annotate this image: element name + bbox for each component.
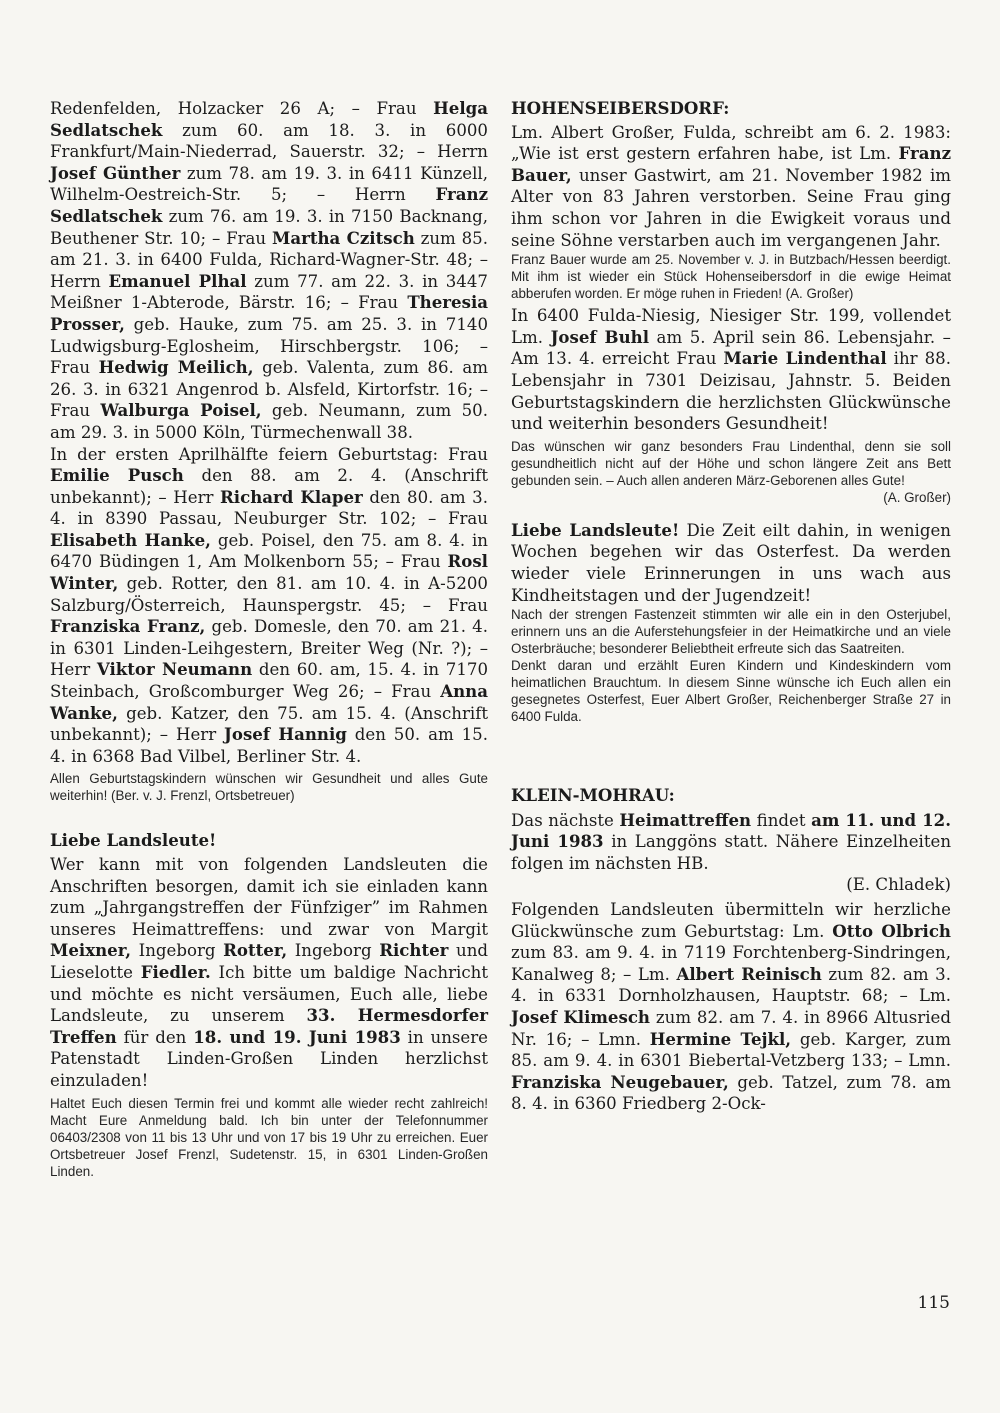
wishes-note: Das wünschen wir ganz besonders Frau Lindenthal, denn sie soll gesundheitlich nicht auf der Höhe und schon längere Zeit ans Bett gebunden sein. – Auch allen anderen März-Geborenen alles Gute! bbox=[511, 438, 951, 488]
easter-paragraph: Liebe Landsleute! Die Zeit eilt dahin, in wenigen Wochen begehen wir das Osterfest. Da werden wieder viele Erinnerungen in uns wach aus Kindheitstagen und der Jugendzeit! bbox=[511, 519, 951, 605]
right-column bbox=[511, 98, 951, 1115]
birthday-paragraph: In 6400 Fulda-Niesig, Niesiger Str. 199, vollendet Lm. Josef Buhl am 5. April sein 86. Lebensjahr. – Am 13. 4. erreicht Frau Marie Lindenthal ihr 88. Lebensjahr in 7301 Deizisau, Jahnstr. 5. Beiden Geburtstagskindern die herzlichsten Glückwünsche und weiterhin besonders Gesundheit! bbox=[511, 306, 951, 434]
easter-note-2: Denkt daran und erzählt Euren Kindern und Kindeskindern vom heimatlichen Brauchtum. In diesem Sinne wünsche ich Euch allen ein gesegnetes Osterfest, Euer Albert Großer, Reichenberger Straße 27 in 6400 Fulda. bbox=[511, 658, 951, 725]
birthday-list-klein-mohrau: Folgenden Landsleuten übermitteln wir herzliche Glückwünsche zum Geburtstag: Lm. Otto Olbrich zum 83. am 9. 4. in 7119 Forchtenberg-Sindringen, Kanalweg 8; – Lm. Albert Reinisch zum 82. am 3. 4. in 6331 Dornholzhausen, Hauptstr. 68; – Lm. Josef Klimesch zum 82. am 7. 4. in 8966 Altusried Nr. 16; – Lmn. Hermine Tejkl, geb. Karger, zum 85. am 9. 4. in 6301 Biebertal-Vetzberg 133; – Lmn. Franziska Neugebauer, geb. Tatzel, zum 78. am 8. 4. in 6360 Friedberg 2-Ock- bbox=[511, 900, 951, 1114]
signature-chladek: (E. Chladek) bbox=[846, 875, 951, 895]
invitation-paragraph: Wer kann mit von folgenden Landsleuten die Anschriften besorgen, damit ich sie einladen kann zum „Jahrgangstreffen der Fünfziger” im Rahmen unseres Heimattreffens: und zwar von Margit Meixner, Ingeborg Rotter, Ingeborg Richter und Lieselotte Fiedler. Ich bitte um baldige Nachricht und möchte es nicht versäumen, Euch alle, liebe Landsleute, zu unserem 33. Hermesdorfer Treffen für den 18. und 19. Juni 1983 in unsere Patenstadt Linden-Großen Linden herzlichst einzuladen! bbox=[50, 855, 489, 1090]
section-heading-hohenseibersdorf: HOHENSEIBERSDORF: bbox=[511, 98, 730, 118]
easter-note-1: Nach der strengen Fastenzeit stimmten wir alle ein in den Osterjubel, erinnern uns an die Auferstehungsfeier in der Heimatkirche und an viele Osterbräuche; besonderer Beliebtheit erfreute sich das Saatreiten. bbox=[511, 607, 951, 657]
left-column bbox=[50, 98, 488, 1180]
section-heading-liebe-landsleute: Liebe Landsleute! bbox=[50, 830, 217, 851]
obituary-note: Franz Bauer wurde am 25. November v. J. in Butzbach/Hessen beerdigt. Mit ihm ist wieder ein Stück Hohenseibersdorf in die ewige Heimat abberufen worden. Er möge ruhen in Frieden! (A. Großer) bbox=[511, 252, 951, 302]
section-heading-klein-mohrau: KLEIN-MOHRAU: bbox=[511, 785, 675, 806]
signature-grosser: (A. Großer) bbox=[883, 489, 951, 505]
obituary-paragraph: Lm. Albert Großer, Fulda, schreibt am 6. 2. 1983: „Wie ist erst gestern erfahren habe, ist Lm. Franz Bauer, unser Gastwirt, am 21. November 1982 im Alter von 83 Jahren verstorben. Seine Frau ging ihm schon vor Jahren in die Ewigkeit voraus und seine Söhne verstarben auch im vergangenen Jahr. bbox=[511, 122, 951, 250]
heimattreffen-paragraph: Das nächste Heimattreffen findet am 11. und 12. Juni 1983 in Langgöns statt. Nähere Einzelheiten folgen im nächsten HB. bbox=[511, 809, 952, 873]
contact-note: Haltet Euch diesen Termin frei und kommt alle wieder recht zahlreich! Macht Eure Anmeldung bald. Ich bin unter der Telefonnummer 06403/2308 von 11 bis 13 Uhr und von 17 bis 19 Uhr zu erreichen. Euer Ortsbetreuer Josef Frenzl, Sudetenstr. 15, in 6301 Linden-Großen Linden. bbox=[50, 1095, 488, 1179]
page-number: 115 bbox=[917, 1293, 950, 1313]
birthday-list-march: Redenfelden, Holzacker 26 A; – Frau Helga Sedlatschek zum 60. am 18. 3. in 6000 Frankfurt/Main-Niederrad, Sauerstr. 32; – Herrn Josef Günther zum 78. am 19. 3. in 6411 Künzell, Wilhelm-Oestreich-Str. 5; – Herrn Franz Sedlatschek zum 76. am 19. 3. in 7150 Backnang, Beuthener Str. 10; – Frau Martha Czitsch zum 85. am 21. 3. in 6400 Fulda, Richard-Wagner-Str. 48; – Herrn Emanuel Plhal zum 77. am 22. 3. in 3447 Meißner 1-Abterode, Bärstr. 16; – Frau Theresia Prosser, geb. Hauke, zum 75. am 25. 3. in 7140 Ludwigsburg-Eglosheim, Hirschbergstr. 106; – Frau Hedwig Meilich, geb. Valenta, zum 86. am 26. 3. in 6321 Angenrod b. Alsfeld, Kirtorfstr. 16; – Frau Walburga Poisel, geb. Neumann, zum 50. am 29. 3. in 5000 Köln, Türmechenwall 38. bbox=[50, 98, 488, 442]
birthday-list-april: In der ersten Aprilhälfte feiern Geburtstag: Frau Emilie Pusch den 88. am 2. 4. (Anschrift unbekannt); – Herr Richard Klaper den 80. am 3. 4. in 8390 Passau, Neuburger Str. 102; – Frau Elisabeth Hanke, geb. Poisel, den 75. am 8. 4. in 6470 Büdingen 1, Am Molkenborn 55; – Frau Rosl Winter, geb. Rotter, den 81. am 10. 4. in A-5200 Salzburg/Österreich, Haunspergstr. 45; – Frau Franziska Franz, geb. Domesle, den 70. am 21. 4. in 6301 Linden-Leihgestern, Breiter Weg (Nr. ?); – Herr Viktor Neumann den 60. am, 15. 4. in 7170 Steinbach, Großcomburger Weg 26; – Frau Anna Wanke, geb. Katzer, den 75. am 15. 4. (Anschrift unbekannt); – Herr Josef Hannig den 50. am 15. 4. in 6368 Bad Vilbel, Berliner Str. 4. bbox=[50, 444, 489, 766]
birthday-wishes-note: Allen Geburtstagskindern wünschen wir Gesundheit und alles Gute weiterhin! (Ber. v. J. Frenzl, Ortsbetreuer) bbox=[50, 771, 488, 804]
